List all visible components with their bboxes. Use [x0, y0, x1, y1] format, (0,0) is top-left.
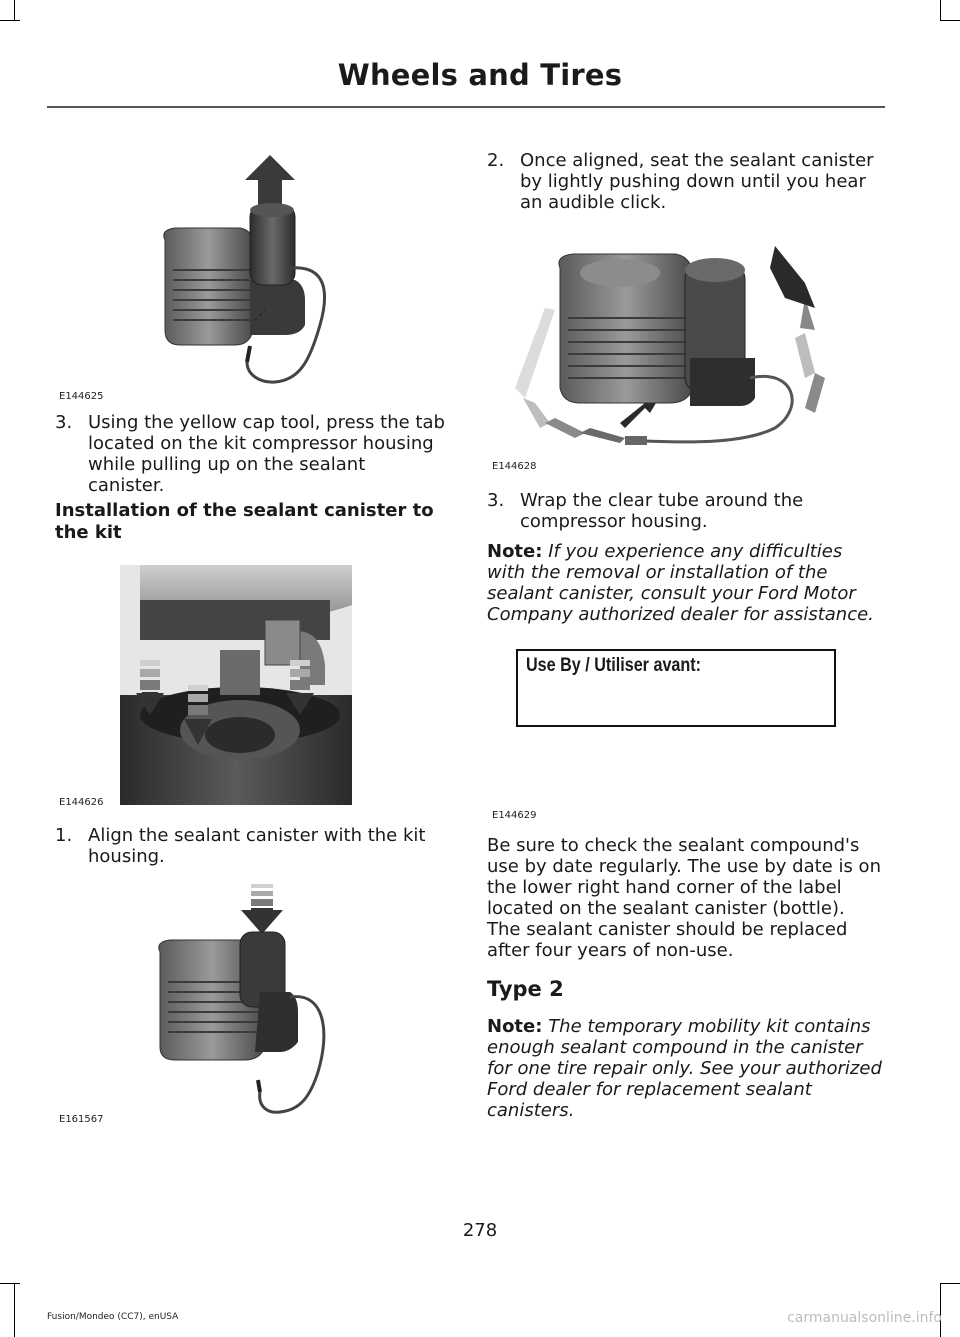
step-text: Wrap the clear tube around the compressor housing.	[520, 490, 804, 532]
note-label: Note:	[487, 1016, 543, 1037]
figure-code: E144628	[492, 461, 537, 472]
crop-mark-br-h	[940, 1283, 960, 1284]
use-by-paragraph: Be sure to check the sealant compound's use by date regularly. The use by date is on the lower right hand corner of the label located on the sealant canister (bottle). The sealant canister should be replaced after four years of non-use.	[487, 835, 881, 961]
figure-code: E144629	[492, 810, 537, 821]
page-title: Wheels and Tires	[337, 58, 623, 92]
figure-canister-install	[140, 882, 360, 1127]
crop-mark-tl-v	[14, 0, 15, 20]
page-number: 278	[462, 1220, 498, 1241]
figure-tube-wrap	[505, 238, 845, 453]
note-label: Note:	[487, 541, 543, 562]
crop-mark-bl-v	[14, 1283, 15, 1337]
step-text: Using the yellow cap tool, press the tab located on the kit compressor housing while pulling up on the sealant canister.	[88, 412, 445, 496]
compressor-canister-removal-illustration	[55, 150, 445, 400]
figure-canister-removal	[55, 150, 445, 400]
note-text: The temporary mobility kit contains enough sealant compound in the canister for one tire repair only. See your authorized Ford dealer for replacement sealant canisters.	[487, 1016, 882, 1121]
header-divider	[47, 106, 885, 108]
step-number: 3.	[487, 490, 505, 511]
step-number: 3.	[55, 412, 73, 433]
use-by-label-figure	[516, 649, 836, 727]
document-id: Fusion/Mondeo (CC7), enUSA	[47, 1312, 179, 1322]
section-heading-type-2: Type 2	[487, 977, 564, 1001]
crop-mark-tl-h	[0, 20, 20, 21]
figure-code: E144626	[59, 797, 104, 808]
section-heading: Installation of the sealant canister to the kit	[55, 500, 434, 543]
figure-code: E161567	[59, 1114, 104, 1125]
step-number: 1.	[55, 825, 73, 846]
step-number: 2.	[487, 150, 505, 171]
canister-alignment-closeup-illustration	[120, 565, 352, 805]
note-text: If you experience any difficulties with the removal or installation of the sealant canister, consult your Ford Motor Company authorized dealer for assistance.	[487, 541, 874, 625]
step-text: Align the sealant canister with the kit housing.	[88, 825, 426, 867]
crop-mark-bl-h	[0, 1283, 20, 1284]
tube-wrap-illustration	[505, 238, 845, 453]
step-text: Once aligned, seat the sealant canister by lightly pushing down until you hear an audible click.	[520, 150, 874, 213]
crop-mark-tr-h	[940, 20, 960, 21]
figure-canister-alignment	[120, 565, 352, 805]
watermark: carmanualsonline.info	[787, 1310, 942, 1326]
compressor-canister-install-illustration	[140, 882, 360, 1127]
crop-mark-tr-v	[940, 0, 941, 20]
figure-code: E144625	[59, 391, 104, 402]
note-sealant-quantity	[487, 1016, 882, 1121]
use-by-label-text: Use By / Utiliser avant:	[526, 655, 702, 676]
note-difficulties	[487, 541, 882, 625]
